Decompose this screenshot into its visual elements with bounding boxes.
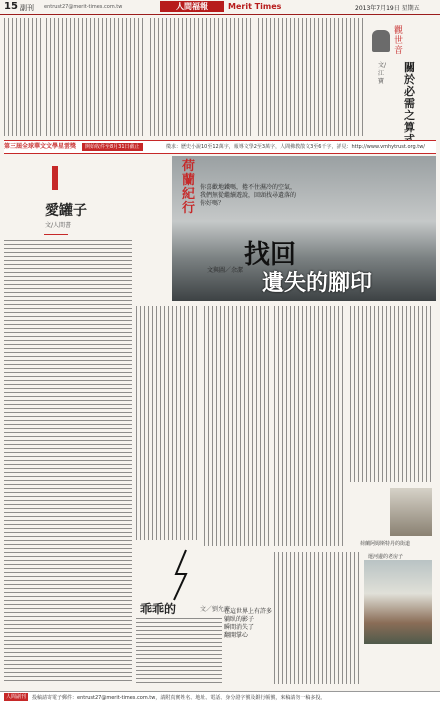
- top-column-text-3: [150, 18, 254, 136]
- column-author: 文/江寶: [378, 62, 387, 85]
- feature-body-3: [274, 306, 346, 546]
- feature-body-4: [350, 306, 434, 482]
- poem: [224, 608, 272, 640]
- column-title: 關於必需之算: [404, 61, 415, 134]
- poem-line: 躺臥的影子: [224, 616, 255, 623]
- article-tag: [52, 166, 58, 190]
- photo-caption-line: 我們無從繼續遊說，回頭找尋遺落的: [200, 192, 297, 199]
- canal-photo: [364, 560, 432, 644]
- banner-title: 第三屆全球華文文學星雲獎: [4, 141, 80, 153]
- poem-line: 瞬間消失了: [224, 624, 255, 631]
- footer-text: 投稿請寄電子郵件：entrust27@merit-times.com.tw，請附真實姓名、地址、電話、身分證字號及銀行帳號，來稿請勿一稿多投。: [32, 695, 326, 701]
- award-banner: [4, 140, 436, 154]
- footer-tag: 人間副刊: [6, 694, 27, 700]
- newspaper-logo-en: Merit Times: [228, 2, 282, 11]
- feature-body-5: [274, 552, 360, 684]
- feature-byline: 文與圖／余潔: [207, 267, 244, 274]
- photo-caption-line: 你好嗎？: [200, 200, 225, 207]
- lightning-icon: [168, 548, 194, 602]
- section-name: 副刊: [20, 4, 34, 12]
- photo-caption-line: 你喜歡地鐵嗎，捲不住濕冷的空氣，: [200, 184, 297, 191]
- zz-article-author: 文／劉允慶: [200, 606, 231, 613]
- contact-url: entrust27@merit-times.com.tw: [44, 4, 123, 10]
- column-label: 觀世音: [394, 26, 404, 56]
- photo-caption-1: 荷蘭阿姆斯特丹的街道: [360, 541, 411, 547]
- issue-date: 2013年7月19日 星期五: [355, 5, 420, 12]
- poem-line: 翻開掌心: [224, 632, 249, 639]
- top-column-text-4: [258, 18, 364, 136]
- divider: [44, 234, 68, 235]
- left-article-author: 文/人間書: [45, 222, 72, 229]
- feature-body-2: [204, 306, 270, 546]
- zz-article-body: [136, 618, 222, 684]
- feature-title-b: 遺失的腳印: [262, 270, 373, 296]
- series-label: 荷蘭紀行: [182, 159, 196, 216]
- zz-article-title: 乖乖的: [140, 602, 177, 616]
- columnist-avatar: [372, 30, 390, 52]
- top-column-text-2: [46, 18, 146, 136]
- banner-details: 徵求：歷史小說10至12萬字，報導文學2至3萬字，人間佛教散文3至6千字，詳見：http://www.vmhytrust.org.tw/: [166, 144, 425, 150]
- feature-body-1: [136, 306, 200, 540]
- feature-title-a: 找回: [244, 240, 297, 270]
- page-number: 15: [4, 1, 18, 12]
- banner-tag: 開始收件至8月31日截止: [82, 143, 143, 151]
- poem-line: 在這世界上有許多: [224, 608, 273, 615]
- newspaper-logo: 人間福報: [160, 1, 224, 12]
- top-column-text-1: [4, 18, 42, 136]
- arch-photo: [390, 488, 432, 536]
- left-article-body: [4, 240, 132, 684]
- photo-caption-2: 運河邊的老房子: [368, 554, 404, 560]
- photo-caption: [200, 184, 296, 208]
- left-article-title: 愛罐子: [45, 203, 87, 219]
